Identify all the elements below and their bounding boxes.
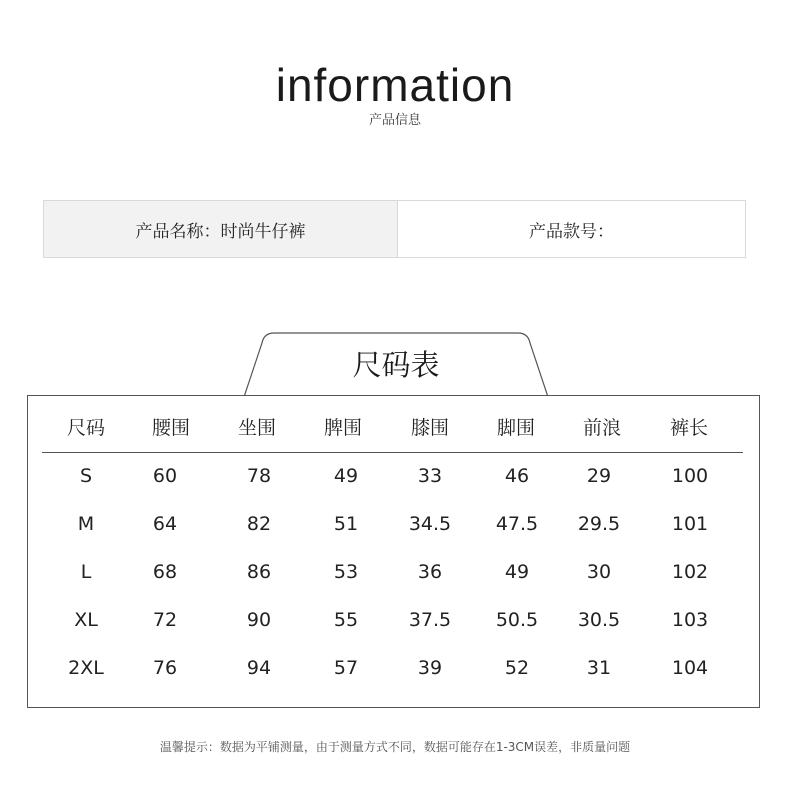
table-cell: 64	[152, 513, 178, 535]
table-cell: 33	[417, 465, 443, 487]
column-header-knee: 膝围	[410, 417, 449, 439]
table-cell: 94	[246, 657, 272, 679]
table-cell: L	[80, 561, 92, 583]
column-header-leg-opening: 脚围	[496, 417, 535, 439]
page-title: information	[275, 59, 515, 111]
table-cell: 46	[504, 465, 530, 487]
table-cell: S	[79, 465, 93, 487]
table-cell: 52	[504, 657, 530, 679]
table-cell: 49	[333, 465, 359, 487]
table-cell: 82	[246, 513, 272, 535]
size-table-tab-label: 尺码表	[352, 348, 440, 382]
table-cell: M	[77, 513, 95, 535]
table-cell: 68	[152, 561, 178, 583]
table-cell: XL	[74, 609, 98, 631]
product-name-cell: 产品名称：时尚牛仔裤	[44, 201, 398, 257]
table-cell: 72	[152, 609, 178, 631]
table-cell: 57	[333, 657, 359, 679]
size-table-header	[0, 413, 790, 443]
product-model-cell: 产品款号：	[398, 201, 745, 257]
table-cell: 51	[333, 513, 359, 535]
product-info-box	[43, 200, 746, 258]
table-cell: 53	[333, 561, 359, 583]
table-row	[0, 509, 790, 539]
table-row	[0, 605, 790, 635]
table-cell: 50.5	[495, 609, 539, 631]
table-cell: 49	[504, 561, 530, 583]
table-cell: 100	[671, 465, 709, 487]
table-cell: 29.5	[577, 513, 621, 535]
table-cell: 2XL	[68, 657, 104, 679]
table-cell: 47.5	[495, 513, 539, 535]
table-cell: 102	[671, 561, 709, 583]
table-row	[0, 461, 790, 491]
footer-note: 温馨提示：数据为平铺测量，由于测量方式不同，数据可能存在1-3CM误差，非质量问题	[159, 740, 631, 754]
table-cell: 76	[152, 657, 178, 679]
table-cell: 60	[152, 465, 178, 487]
table-cell: 101	[671, 513, 709, 535]
column-header-waist: 腰围	[151, 417, 190, 439]
table-cell: 37.5	[408, 609, 452, 631]
table-cell: 86	[246, 561, 272, 583]
table-cell: 104	[671, 657, 709, 679]
column-header-front-rise: 前浪	[582, 417, 621, 439]
table-cell: 34.5	[408, 513, 452, 535]
table-cell: 30	[586, 561, 612, 583]
column-header-thigh: 脾围	[323, 417, 362, 439]
table-cell: 55	[333, 609, 359, 631]
table-cell: 31	[586, 657, 612, 679]
table-cell: 78	[246, 465, 272, 487]
header-divider	[42, 452, 743, 453]
table-row	[0, 557, 790, 587]
column-header-length: 裤长	[669, 417, 708, 439]
column-header-size: 尺码	[66, 417, 105, 439]
page-subtitle: 产品信息	[368, 113, 421, 128]
table-row	[0, 653, 790, 683]
table-cell: 29	[586, 465, 612, 487]
table-cell: 30.5	[577, 609, 621, 631]
table-cell: 36	[417, 561, 443, 583]
table-cell: 90	[246, 609, 272, 631]
table-cell: 39	[417, 657, 443, 679]
table-cell: 103	[671, 609, 709, 631]
column-header-hip: 坐围	[237, 417, 276, 439]
